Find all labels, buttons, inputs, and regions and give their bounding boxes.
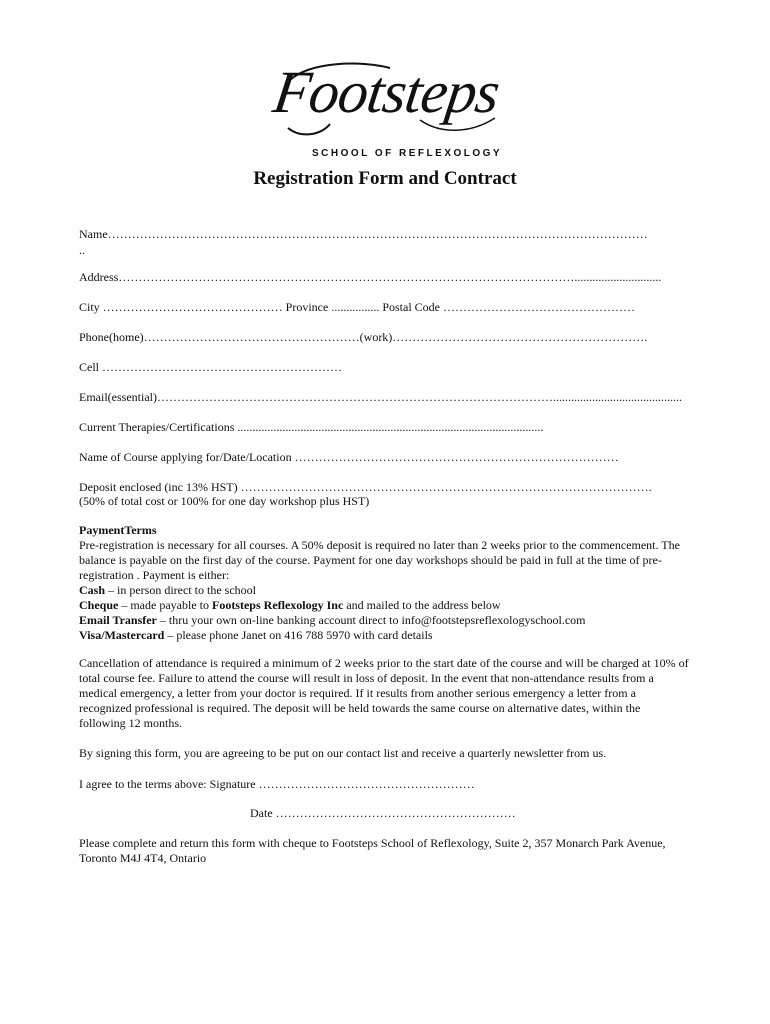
deposit-note: (50% of total cost or 100% for one day workshop plus HST) [79, 494, 370, 508]
therapies-field[interactable]: Current Therapies/Certifications ...................................................................................................... [79, 420, 544, 434]
page-title: Registration Form and Contract [253, 168, 517, 189]
name-field-continued: .. [79, 243, 85, 257]
date-field[interactable]: Date …………………………………………………… [250, 806, 516, 820]
footsteps-logo [270, 58, 510, 168]
phone-field[interactable]: Phone(home)………………………………………………(work)………………………………………………………. [79, 330, 648, 344]
payment-terms [79, 523, 689, 643]
return-instructions: Please complete and return this form with cheque to Footsteps School of Reflexology, Suite 2, 357 Monarch Park Avenue, Toronto M4J 4T4, Ontario [79, 836, 666, 865]
logo-script: Footsteps [269, 59, 504, 125]
name-field[interactable]: Name……………………………………………………………………………………………………………………… [79, 227, 648, 241]
payment-email-transfer: Email Transfer – thru your own on-line banking account direct to info@footstepsreflexologyschool.com [79, 613, 586, 627]
payment-visa: Visa/Mastercard – please phone Janet on 416 788 5970 with card details [79, 628, 433, 642]
payment-paragraph: Pre-registration is necessary for all courses. A 50% deposit is required no later than 2 weeks prior to the commencement. The balance is payable on the first day of the course. Payment for one day workshops should be paid in full at the time of pre-registration . Payment is either: [79, 538, 680, 582]
address-field[interactable]: Address……………………………………………………………………………………………………............................. [79, 270, 662, 284]
city-province-postal-field[interactable]: City ……………………………………… Province ................ Postal Code ………………………………………… [79, 300, 635, 314]
cancellation-policy: Cancellation of attendance is required a minimum of 2 weeks prior to the start date of the course and will be charged at 10% of total course fee. Failure to attend the course will result in loss of deposit. In the event that non-attendance results from a medical emergency, a letter from your doctor is required. If it results from another serious emergency a letter from a recognized professional is required. The deposit will be held towards the same course on alternative dates, within the following 12 months. [79, 656, 689, 730]
newsletter-consent: By signing this form, you are agreeing to be put on our contact list and receive a quarterly newsletter from us. [79, 746, 607, 760]
email-field[interactable]: Email(essential)………………………………………………………………………………………........................................... [79, 390, 682, 404]
course-field[interactable]: Name of Course applying for/Date/Location ……………………………………………………………………… [79, 450, 619, 464]
signature-field[interactable]: I agree to the terms above: Signature ……………………………………………… [79, 777, 475, 791]
cell-field[interactable]: Cell …………………………………………………… [79, 360, 342, 374]
payment-cheque: Cheque – made payable to Footsteps Reflexology Inc and mailed to the address below [79, 598, 501, 612]
payment-cash: Cash – in person direct to the school [79, 583, 256, 597]
payment-heading: PaymentTerms [79, 523, 157, 537]
logo-subtitle: SCHOOL OF REFLEXOLOGY [312, 148, 503, 159]
deposit-field[interactable]: Deposit enclosed (inc 13% HST) …………………………………………………………………………………………. [79, 480, 652, 494]
